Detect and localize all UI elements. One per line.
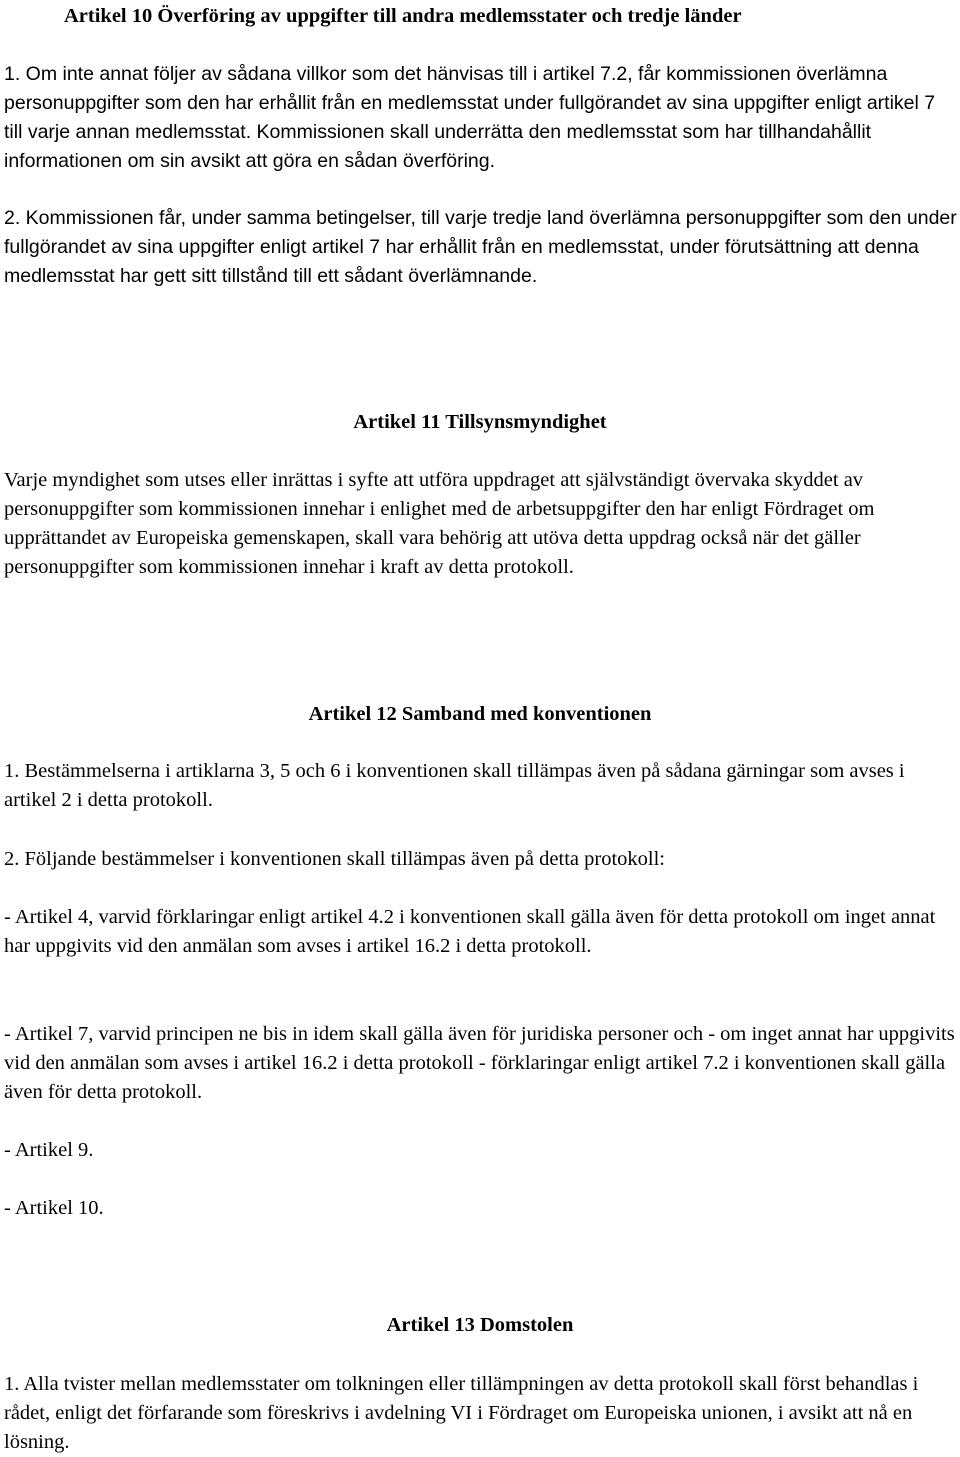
article-11-paragraph-1: Varje myndighet som utses eller inrättas i syfte att utföra uppdraget att självständigt övervaka skyddet av personuppgifter som kommissionen innehar i enlighet med de arbetsuppgifter den har enligt Fördraget om upprättandet av Europeiska gemenskapen, skall vara behörig att utöva detta uppdrag också när det gäller personuppgifter som kommissionen innehar i kraft av detta protokoll.: [4, 469, 875, 578]
article-12-paragraph-6: - Artikel 10.: [4, 1197, 104, 1219]
article-13-heading: Artikel 13 Domstolen: [386, 1314, 574, 1336]
article-10-paragraph-2: 2. Kommissionen får, under samma betingelser, till varje tredje land överlämna personuppgifter som den under fullgörandet av sina uppgifter enligt artikel 7 har erhållit från en medlemsstat, under förutsättning att denna medlemsstat har gett sitt tillstånd till ett sådant överlämnande.: [4, 207, 957, 287]
article-12-paragraph-4: - Artikel 7, varvid principen ne bis in idem skall gälla även för juridiska personer och - om inget annat har uppgivits vid den anmälan som avses i artikel 16.2 i detta protokoll - förklaringar enligt artikel 7.2 i konventionen skall gälla även för detta protokoll.: [4, 1023, 955, 1103]
article-12-heading: Artikel 12 Samband med konventionen: [308, 703, 652, 725]
article-12-paragraph-5: - Artikel 9.: [4, 1139, 94, 1161]
article-10-heading: Artikel 10 Överföring av uppgifter till andra medlemsstater och tredje länder: [64, 5, 742, 27]
article-10-paragraph-1: 1. Om inte annat följer av sådana villkor som det hänvisas till i artikel 7.2, får kommissionen överlämna personuppgifter som den har erhållit från en medlemsstat under fullgörandet av sina uppgifter enligt artikel 7 till varje annan medlemsstat. Kommissionen skall underrätta den medlemsstat som har tillhandahållit informationen om sin avsikt att göra en sådan överföring.: [4, 63, 936, 172]
article-12-paragraph-2: 2. Följande bestämmelser i konventionen skall tillämpas även på detta protokoll:: [4, 848, 665, 870]
article-12-paragraph-1: 1. Bestämmelserna i artiklarna 3, 5 och 6 i konventionen skall tillämpas även på sådana gärningar som avses i artikel 2 i detta protokoll.: [4, 760, 905, 811]
article-11-heading: Artikel 11 Tillsynsmyndighet: [353, 411, 607, 433]
article-13-paragraph-1: 1. Alla tvister mellan medlemsstater om tolkningen eller tillämpningen av detta protokoll skall först behandlas i rådet, enligt det förfarande som föreskrivs i avdelning VI i Fördraget om Europeiska unionen, i avsikt att nå en lösning.: [4, 1373, 919, 1453]
article-12-paragraph-3: - Artikel 4, varvid förklaringar enligt artikel 4.2 i konventionen skall gälla även för detta protokoll om inget annat har uppgivits vid den anmälan som avses i artikel 16.2 i detta protokoll.: [4, 906, 936, 957]
